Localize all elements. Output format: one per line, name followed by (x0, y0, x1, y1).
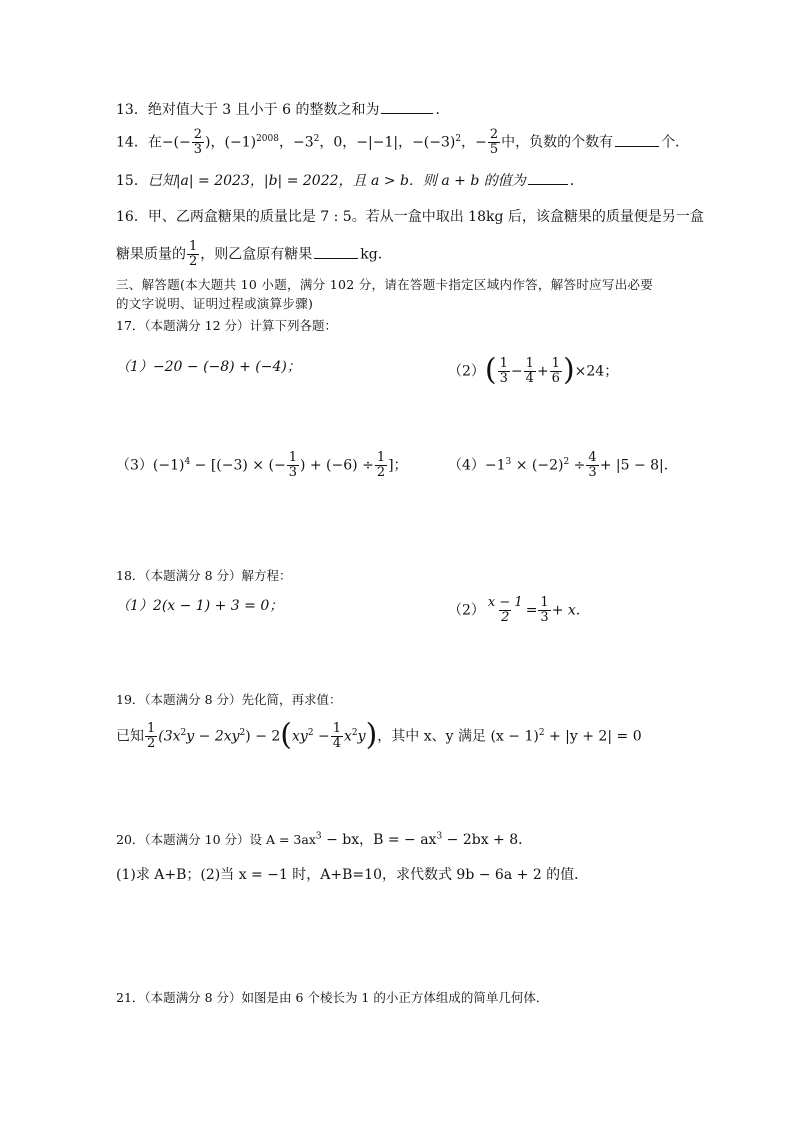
q14-answer-blank[interactable] (615, 132, 659, 147)
text-fragment: ，则乙盒原有糖果 (200, 246, 313, 263)
text-fragment: ，其中 x、y 满足 (x − 1) (377, 728, 539, 745)
text-fragment: 2 (307, 727, 314, 738)
fraction (192, 128, 204, 157)
q15-answer-blank[interactable] (528, 170, 568, 185)
text-fragment: （1）2(x − 1) + 3 = 0； (116, 598, 284, 614)
text-fragment: y (357, 728, 366, 745)
text-fragment: ． (569, 173, 584, 189)
text-fragment: 三、解答题(本大题共 10 小题，满分 102 分，请在答题卡指定区域内作答，解答时应写出必要 (116, 277, 654, 292)
text-fragment: ) + (−6) ÷ (299, 457, 374, 474)
text-fragment: 1 (288, 450, 297, 465)
text-fragment: 3 (540, 610, 549, 625)
text-fragment: 1 (551, 356, 560, 371)
text-fragment: （2） (448, 363, 485, 380)
text-fragment: xy (292, 728, 308, 745)
text-fragment: 21．（本题满分 8 分）如图是由 6 个棱长为 1 的小正方体组成的简单几何体． (116, 990, 549, 1005)
text-fragment: (1)求 A+B；(2)当 x = −1 时，A+B=10，求代数式 9b − 6a + 2 的值． (116, 867, 589, 883)
q16-answer-blank[interactable] (314, 244, 358, 259)
text-fragment: − 2bx + 8． (442, 832, 533, 848)
q13-answer-blank[interactable] (381, 99, 433, 114)
text-fragment: 1 (376, 450, 386, 465)
text-fragment: 3 (505, 456, 512, 467)
question-20-heading (116, 830, 532, 850)
question-15 (116, 170, 584, 191)
text-fragment: ) − 2 (245, 728, 281, 745)
q18-part-1 (116, 596, 283, 616)
text-fragment: 1 (189, 239, 198, 254)
fraction (187, 240, 199, 269)
text-fragment: 2 (501, 610, 510, 625)
text-fragment: 2 (180, 727, 187, 738)
text-fragment: = (525, 602, 538, 619)
q19-expression: 已知 $\frac{1}{2}$ $(3x^2y - 2xy^2) - 2(xy^2$ − $\frac{1}{4}$ $x^2y$)，其中 x、y 满足 $(x - 1)^2 + |y + 2| = 0$ (116, 717, 642, 753)
question-16-line2 (116, 240, 392, 269)
text-fragment: + |y + 2| = 0 (544, 728, 642, 745)
text-fragment: + (536, 363, 549, 380)
text-fragment: 已知|a| = 2023，|b| = 2022，且 a > b．则 a + b 的值为 (147, 173, 526, 189)
question-14 (116, 128, 689, 157)
text-fragment: 2008 (256, 133, 279, 144)
text-fragment: 5 (489, 142, 499, 157)
question-13 (116, 99, 449, 120)
text-fragment: x − 1 (487, 595, 523, 610)
text-fragment: 2 (563, 456, 570, 467)
text-fragment: ×24； (574, 363, 619, 380)
text-fragment: 3 (588, 465, 597, 480)
text-fragment: − (313, 728, 330, 745)
text-fragment: （3）(−1) (116, 457, 185, 474)
text-fragment: 中，负数的个数有 (501, 134, 614, 151)
text-fragment: 2 (189, 254, 198, 269)
text-fragment: kg． (360, 246, 392, 263)
text-fragment: × (−2) (511, 457, 564, 474)
q17-part-2: （2）( $\frac{1}{3}$ − $\frac{1}{4}$ + $\frac{1}{6}$ )×24； (448, 352, 619, 388)
question-18-heading (116, 566, 292, 586)
text-fragment: 2 (313, 133, 320, 144)
text-fragment: ，0，−|−1|，−(−3) (319, 134, 456, 151)
text-fragment: 14． (116, 134, 148, 151)
text-fragment: 3 (193, 142, 203, 157)
text-fragment: 糖果质量的 (116, 246, 186, 263)
text-fragment: 2 (239, 727, 246, 738)
section-3-instructions-cont (116, 294, 313, 314)
text-fragment: 的文字说明、证明过程或演算步骤) (116, 296, 314, 311)
text-fragment: 甲、乙两盒糖果的质量比是 7 : 5。若从一盒中取出 18kg 后，该盒糖果的质量便是另一盒 (147, 209, 704, 225)
text-fragment: ÷ (569, 457, 586, 474)
q13-number: 13． (116, 102, 148, 118)
text-fragment: 1 (147, 721, 156, 736)
text-fragment: ]； (388, 457, 408, 474)
question-16-line1 (116, 207, 704, 227)
text-fragment: 1 (525, 356, 534, 371)
text-fragment: ，−3 (278, 134, 314, 151)
text-fragment: 2 (538, 727, 545, 738)
text-fragment: 4 (332, 736, 342, 751)
text-fragment: − bx，B = − ax (321, 832, 437, 848)
text-fragment: 在 (147, 134, 162, 151)
text-fragment: )， (205, 134, 225, 151)
text-fragment: （1）−20 − (−8) + (−4)； (116, 359, 301, 375)
text-fragment: 1 (499, 356, 508, 371)
q17-part-1 (116, 357, 301, 377)
text-fragment: 4 (588, 450, 597, 465)
text-fragment: 2 (376, 465, 386, 480)
text-fragment: 1 (332, 721, 342, 736)
text-fragment: ． (435, 102, 450, 118)
question-19-heading (116, 690, 342, 710)
text-fragment: （4）−1 (448, 457, 506, 474)
question-20-tasks (116, 865, 588, 885)
text-fragment: + x． (551, 602, 590, 619)
text-fragment: 16． (116, 209, 148, 225)
section-3-instructions (116, 275, 653, 295)
q17-part-4 (448, 451, 678, 480)
text-fragment: 1 (540, 595, 549, 610)
text-fragment: 2 (193, 127, 203, 142)
text-fragment: 2 (489, 127, 499, 142)
question-21-heading (116, 988, 548, 1008)
text-fragment: + |5 − 8|． (599, 457, 678, 474)
text-fragment: (3x (158, 728, 181, 745)
question-17-heading (116, 316, 337, 336)
text-fragment: 3 (288, 465, 297, 480)
text-fragment: 17．（本题满分 12 分）计算下列各题： (116, 318, 338, 333)
text-fragment: 2 (455, 133, 462, 144)
text-fragment: 19．（本题满分 8 分）先化简，再求值： (116, 692, 342, 707)
text-fragment: 2 (147, 736, 156, 751)
q18-part-2 (448, 596, 590, 625)
text-fragment: −(− (161, 134, 191, 151)
text-fragment: (−1) (224, 134, 257, 151)
text-fragment: − (510, 363, 523, 380)
text-fragment: 个． (661, 134, 690, 151)
text-fragment: x (344, 728, 352, 745)
text-fragment: 18．（本题满分 8 分）解方程： (116, 568, 292, 583)
text-fragment: 3 (436, 831, 443, 842)
q13-text: 绝对值大于 3 且小于 6 的整数之和为 (147, 102, 380, 118)
text-fragment: 4 (184, 456, 191, 467)
text-fragment: y − 2xy (186, 728, 240, 745)
text-fragment: 3 (499, 371, 508, 386)
text-fragment: − [(−3) × (− (190, 457, 286, 474)
q17-part-3 (116, 451, 408, 480)
text-fragment: 6 (551, 371, 560, 386)
text-fragment: ，− (461, 134, 487, 151)
text-fragment: 4 (525, 371, 534, 386)
text-fragment: 15． (116, 173, 148, 189)
text-fragment: 已知 (116, 728, 144, 745)
text-fragment: 2 (351, 727, 358, 738)
text-fragment: 20．（本题满分 10 分）设 A = 3ax (116, 832, 316, 847)
fraction (488, 128, 500, 157)
text-fragment: （2） (448, 602, 485, 619)
text-fragment: 3 (315, 831, 322, 842)
